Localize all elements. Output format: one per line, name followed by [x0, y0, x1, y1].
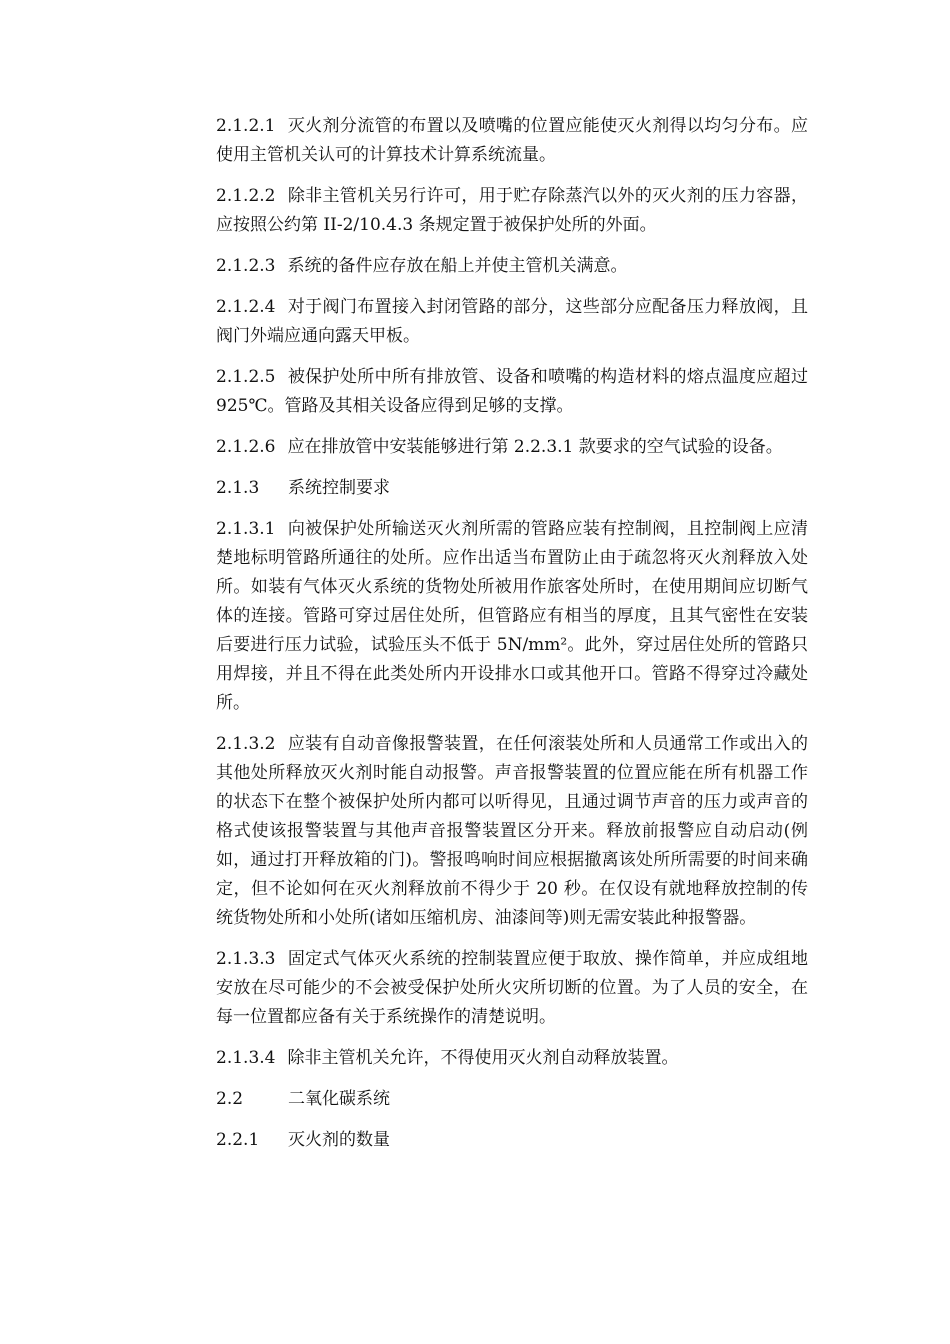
- section-number: 2.2.1: [216, 1130, 260, 1150]
- section-number: 2.1.3: [216, 478, 260, 498]
- paragraph-text: 除非主管机关允许，不得使用灭火剂自动释放装置。: [287, 1048, 679, 1068]
- paragraph-2-1-3-1: [216, 515, 808, 718]
- section-heading-2-2-1: [216, 1126, 808, 1155]
- section-title: 灭火剂的数量: [288, 1130, 390, 1150]
- paragraph-number: 2.1.2.3: [216, 256, 276, 276]
- paragraph-text: 固定式气体灭火系统的控制装置应便于取放、操作简单，并应成组地安放在尽可能少的不会被受保护处所火灾所切断的位置。为了人员的安全，在每一位置都应备有关于系统操作的清楚说明。: [216, 949, 808, 1027]
- paragraph-text: 向被保护处所输送灭火剂所需的管路应装有控制阀，且控制阀上应清楚地标明管路所通往的处所。应作出适当布置防止由于疏忽将灭火剂释放入处所。如装有气体灭火系统的货物处所被用作旅客处所时，在使用期间应切断气体的连接。管路可穿过居住处所，但管路应有相当的厚度，且其气密性在安装后要进行压力试验，试验压头不低于 5N/mm²。此外，穿过居住处所的管路只用焊接，并且不得在此类处所内开设排水口或其他开口。管路不得穿过冷藏处所。: [216, 519, 808, 713]
- paragraph-number: 2.1.2.5: [216, 367, 276, 387]
- paragraph-number: 2.1.2.6: [216, 437, 276, 457]
- paragraph-number: 2.1.2.2: [216, 186, 276, 206]
- paragraph-2-1-2-3: [216, 252, 808, 281]
- paragraph-2-1-3-2: [216, 730, 808, 933]
- paragraph-2-1-3-3: [216, 945, 808, 1032]
- paragraph-number: 2.1.2.4: [216, 297, 276, 317]
- section-title: 系统控制要求: [288, 478, 390, 498]
- paragraph-2-1-2-6: [216, 433, 808, 462]
- paragraph-number: 2.1.3.2: [216, 734, 276, 754]
- paragraph-2-1-2-2: [216, 182, 808, 240]
- paragraph-text: 除非主管机关另行许可，用于贮存除蒸汽以外的灭火剂的压力容器，应按照公约第 II-2/10.4.3 条规定置于被保护处所的外面。: [216, 186, 808, 235]
- paragraph-text: 对于阀门布置接入封闭管路的部分，这些部分应配备压力释放阀，且阀门外端应通向露天甲板。: [216, 297, 808, 346]
- paragraph-2-1-2-1: [216, 112, 808, 170]
- paragraph-text: 被保护处所中所有排放管、设备和喷嘴的构造材料的熔点温度应超过 925℃。管路及其相关设备应得到足够的支撑。: [216, 367, 808, 416]
- paragraph-text: 应在排放管中安装能够进行第 2.2.3.1 款要求的空气试验的设备。: [287, 437, 783, 457]
- paragraph-number: 2.1.3.3: [216, 949, 276, 969]
- section-heading-2-1-3: [216, 474, 808, 503]
- paragraph-number: 2.1.3.1: [216, 519, 276, 539]
- paragraph-2-1-2-4: [216, 293, 808, 351]
- paragraph-2-1-2-5: [216, 363, 808, 421]
- paragraph-2-1-3-4: [216, 1044, 808, 1073]
- document-page: [216, 112, 808, 1167]
- paragraph-number: 2.1.2.1: [216, 116, 276, 136]
- paragraph-number: 2.1.3.4: [216, 1048, 276, 1068]
- paragraph-text: 系统的备件应存放在船上并使主管机关满意。: [287, 256, 628, 276]
- section-heading-2-2: [216, 1085, 808, 1114]
- section-title: 二氧化碳系统: [288, 1089, 390, 1109]
- paragraph-text: 应装有自动音像报警装置，在任何滚装处所和人员通常工作或出入的其他处所释放灭火剂时能自动报警。声音报警装置的位置应能在所有机器工作的状态下在整个被保护处所内都可以听得见，且通过调节声音的压力或声音的格式使该报警装置与其他声音报警装置区分开来。释放前报警应自动启动(例如，通过打开释放箱的门)。警报鸣响时间应根据撤离该处所所需要的时间来确定，但不论如何在灭火剂释放前不得少于 20 秒。在仅设有就地释放控制的传统货物处所和小处所(诸如压缩机房、油漆间等)则无需安装此种报警器。: [216, 734, 808, 928]
- paragraph-text: 灭火剂分流管的布置以及喷嘴的位置应能使灭火剂得以均匀分布。应使用主管机关认可的计算技术计算系统流量。: [216, 116, 808, 165]
- section-number: 2.2: [216, 1089, 244, 1109]
